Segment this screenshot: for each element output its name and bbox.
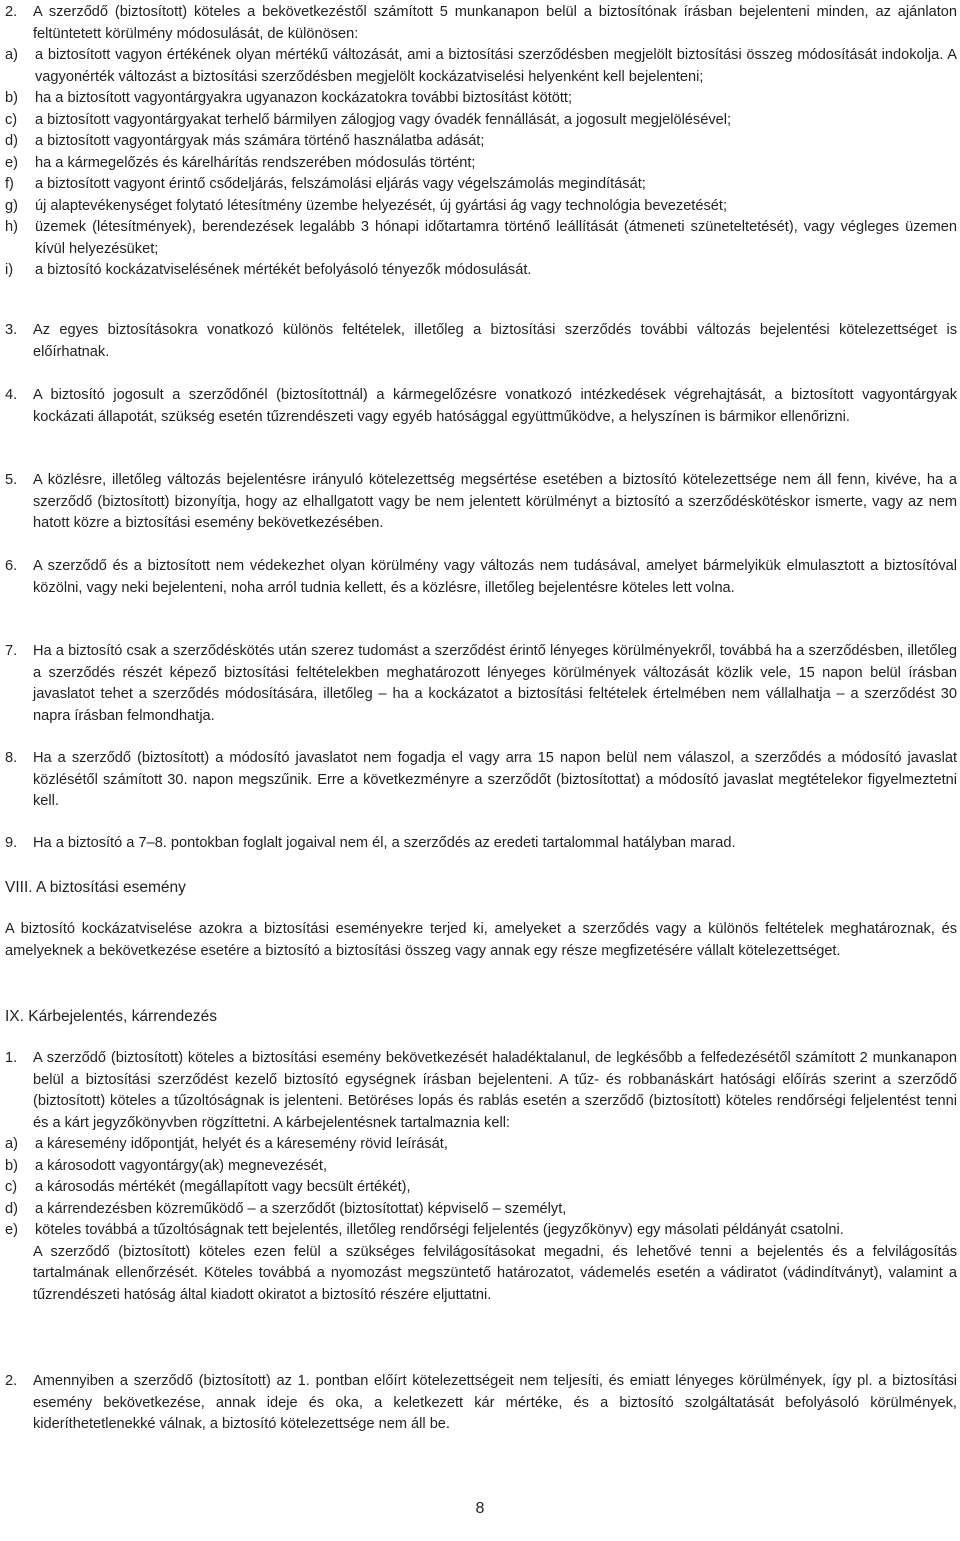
clause-number: 3. <box>5 322 18 338</box>
clause-text: A szerződő és a biztosított nem védekezhet olyan körülmény vagy változás nem tudásával, amelyet bármelyikük elmulasztott a biztosítóval közölni, vagy neki bejelenteni, noha arról tudnia kellett, és a közlésre, illetőleg bejelentésre köteles lett volna. <box>33 558 957 596</box>
sub-item-letter: i) <box>5 262 14 278</box>
sub-item-text: új alaptevékenységet folytató létesítmény üzembe helyezését, új gyártási ág vagy technológia bevezetését; <box>35 197 727 214</box>
clause-text: A közlésre, illetőleg változás bejelentésre irányuló kötelezettség megsértése esetében a biztosító kötelezettsége nem áll fenn, kivéve, ha a szerződő (biztosított) bizonyítja, hogy az elhallgatott vagy be nem jelentett körülményt a biztosító a szerződéskötéskor ismerte, vagy az nem hatott közre a biztosítási esemény bekövetkezésében. <box>33 472 957 531</box>
clause-text: Amennyiben a szerződő (biztosított) az 1. pontban előírt kötelezettségeit nem teljesíti, és emiatt lényeges körülmények, így pl. a biztosítási esemény bekövetkezése, annak ideje és oka, a keletkezett kár mértéke, és a biztosító szolgáltatását befolyásoló körülmények, kideríthetetlenekké válnak, a biztosító kötelezettsége nem áll be. <box>33 1373 957 1432</box>
clause-6 <box>5 556 957 599</box>
section-viii-body <box>5 919 957 962</box>
ix-clause-1 <box>5 1048 957 1306</box>
page-number: 8 <box>475 1500 485 1517</box>
clause-number: 5. <box>5 472 18 488</box>
clause-number: 8. <box>5 750 18 766</box>
clause-3 <box>5 320 957 363</box>
section-heading: VIII. A biztosítási esemény <box>5 879 186 896</box>
clause-text: Ha a szerződő (biztosított) a módosító javaslatot nem fogadja el vagy arra 15 napon belül nem válaszol, a szerződés a módosító javaslat közlésétől számított 30. napon megszűnik. Erre a következményre a szerződőt (biztosítottat) a módosító javaslat megtételekor figyelmeztetni kell. <box>33 750 957 809</box>
sub-item <box>5 260 957 282</box>
sub-item-text: ha a kármegelőzés és kárelhárítás rendszerében módosulás történt; <box>35 154 476 171</box>
sub-item-letter: e) <box>5 1222 18 1238</box>
clause-9 <box>5 833 957 855</box>
sub-list <box>5 1134 957 1242</box>
sub-item-letter: b) <box>5 90 18 106</box>
section-heading: IX. Kárbejelentés, kárrendezés <box>5 1008 217 1025</box>
ix-clause-2 <box>5 1371 957 1436</box>
sub-item-text: a káresemény időpontját, helyét és a káresemény rövid leírását, <box>35 1136 448 1152</box>
sub-item <box>5 131 957 153</box>
clause-number: 4. <box>5 387 18 403</box>
sub-item-text: a biztosító kockázatviselésének mértékét befolyásoló tényezők módosulását. <box>35 262 532 278</box>
sub-item <box>5 1156 957 1178</box>
sub-item-letter: d) <box>5 133 18 149</box>
clause-outro: A szerződő (biztosított) köteles ezen felül a szükséges felvilágosításokat megadni, és lehetővé tenni a bejelentés és a felvilágosítás tartalmának ellenőrzését. Köteles továbbá a nyomozást megszüntető határozatot, vádemelés esetén a vádiratot (vádindítványt), valamint a tűzrendészeti hatóság által kiadott okiratot a biztosító részére eljuttatni. <box>33 1243 957 1303</box>
sub-item-text: a károsodott vagyontárgy(ak) megnevezését, <box>35 1157 328 1174</box>
clause-number: 1. <box>5 1050 18 1066</box>
sub-item-text: a biztosított vagyon értékének olyan mértékű változását, ami a biztosítási szerződésben megjelölt biztosítási összeg módosítását indokolja. A vagyonérték változást a biztosítási szerződésben megjelölt kockázatviselési helyenként kell bejelenteni; <box>35 47 957 85</box>
sub-item-letter: a) <box>5 47 18 63</box>
sub-item-letter: e) <box>5 154 18 171</box>
clause-text: Az egyes biztosításokra vonatkozó különös feltételek, illetőleg a biztosítási szerződés további változás bejelentési kötelezettséget is előírhatnak. <box>33 322 957 360</box>
sub-item-text: a biztosított vagyontárgyakat terhelő bármilyen zálogjog vagy óvadék fennállását, a jogosult megjelölésével; <box>35 111 732 128</box>
sub-list <box>5 45 957 282</box>
sub-item <box>5 196 957 218</box>
sub-item-text: a biztosított vagyont érintő csődeljárás, felszámolási eljárás vagy végelszámolás megindítását; <box>35 176 646 192</box>
sub-item-letter: d) <box>5 1200 18 1217</box>
sub-item <box>5 110 957 132</box>
clause-text: Ha a biztosító csak a szerződéskötés után szerez tudomást a szerződést érintő lényeges körülményekről, továbbá ha a szerződésben, illetőleg a szerződés részét képező biztosítási feltételekben meghatározott lényeges körülmények változását közlik vele, 15 napon belül írásban javaslatot tehet a szerződés módosítására, illetőleg – ha a kockázatot a biztosítási feltételek értelmében nem vállalhatja – a szerződést 30 napra írásban felmondhatja. <box>33 643 957 724</box>
sub-item <box>5 1199 957 1221</box>
sub-item-text: a károsodás mértékét (megállapított vagy becsült értékét), <box>35 1179 411 1195</box>
sub-item-letter: c) <box>5 1179 18 1195</box>
sub-item-text: a kárrendezésben közreműködő – a szerződőt (biztosítottat) képviselő – személyt, <box>35 1200 567 1217</box>
sub-item-text: köteles továbbá a tűzoltóságnak tett bejelentés, illetőleg rendőrségi feljelentés (jegyzőkönyv) egy másolati példányát csatolni. <box>35 1222 844 1238</box>
clause-intro: A szerződő (biztosított) köteles a biztosítási esemény bekövetkezését haladéktalanul, de legkésőbb a felfedezésétől számított 2 munkanapon belül a biztosítási szerződést kezelő biztosító egységnek írásban bejelenteni. A tűz- és robbanáskárt hatósági előírás szerint a szerződő (biztosított) köteles a tűzoltóságnak is jelenteni. Betöréses lopás és rablás esetén a szerződő (biztosított) köteles rendőrségi feljelentést tenni és a kárt jegyzőkönyvben rögzíttetni. A kárbejelentésnek tartalmaznia kell: <box>33 1050 957 1131</box>
sub-item-letter: a) <box>5 1136 18 1152</box>
sub-item-letter: b) <box>5 1157 18 1174</box>
clause-text: Ha a biztosító a 7–8. pontokban foglalt jogaival nem él, a szerződés az eredeti tartalommal hatályban marad. <box>33 835 736 851</box>
sub-item-text: üzemek (létesítmények), berendezések legalább 3 hónapi időtartamra történő leállítását (átmeneti szüneteltetését), vagy végleges üzemen kívül helyezésüket; <box>35 219 957 257</box>
sub-item-text: a biztosított vagyontárgyak más számára történő használatba adását; <box>35 133 485 149</box>
sub-item <box>5 217 957 260</box>
clause-5 <box>5 470 957 535</box>
sub-item-letter: c) <box>5 111 18 128</box>
clause-4 <box>5 385 957 428</box>
section-viii <box>5 877 957 899</box>
sub-item <box>5 1220 957 1242</box>
clause-intro: A szerződő (biztosított) köteles a bekövetkezéstől számított 5 munkanapon belül a biztosítónak írásban bejelenteni minden, az ajánlaton feltüntetett körülmény módosulását, de különösen: <box>33 4 957 42</box>
sub-item <box>5 45 957 88</box>
clause-number: 7. <box>5 643 18 659</box>
clause-text: A biztosító jogosult a szerződőnél (biztosítottnál) a kármegelőzésre vonatkozó intézkedések végrehajtását, a biztosított vagyontárgyak kockázati állapotát, szükség esetén tűzrendészeti vagy egyéb hatósággal együttműködve, a helyszínen is bármikor ellenőrizni. <box>33 387 957 425</box>
sub-item-letter: g) <box>5 197 18 214</box>
sub-item-letter: h) <box>5 219 18 235</box>
sub-item-text: ha a biztosított vagyontárgyakra ugyanazon kockázatokra további biztosítást kötött; <box>35 90 573 106</box>
sub-item-letter: f) <box>5 176 14 192</box>
sub-item <box>5 88 957 110</box>
section-text: A biztosító kockázatviselése azokra a biztosítási eseményekre terjed ki, amelyeket a szerződés vagy a különös feltételek meghatároznak, és amelyeknek a bekövetkezése esetére a biztosító a biztosítási összeg vagy annak egy része megfizetésére vállalt kötelezettséget. <box>5 921 957 959</box>
clause-8 <box>5 748 957 813</box>
sub-item <box>5 1177 957 1199</box>
sub-item <box>5 1134 957 1156</box>
section-ix <box>5 1006 957 1028</box>
clause-number: 2. <box>5 4 18 20</box>
clause-number: 6. <box>5 558 18 574</box>
clause-number: 2. <box>5 1373 18 1389</box>
sub-item <box>5 174 957 196</box>
clause-2 <box>5 2 957 282</box>
clause-number: 9. <box>5 835 18 851</box>
clause-7 <box>5 641 957 727</box>
sub-item <box>5 153 957 175</box>
